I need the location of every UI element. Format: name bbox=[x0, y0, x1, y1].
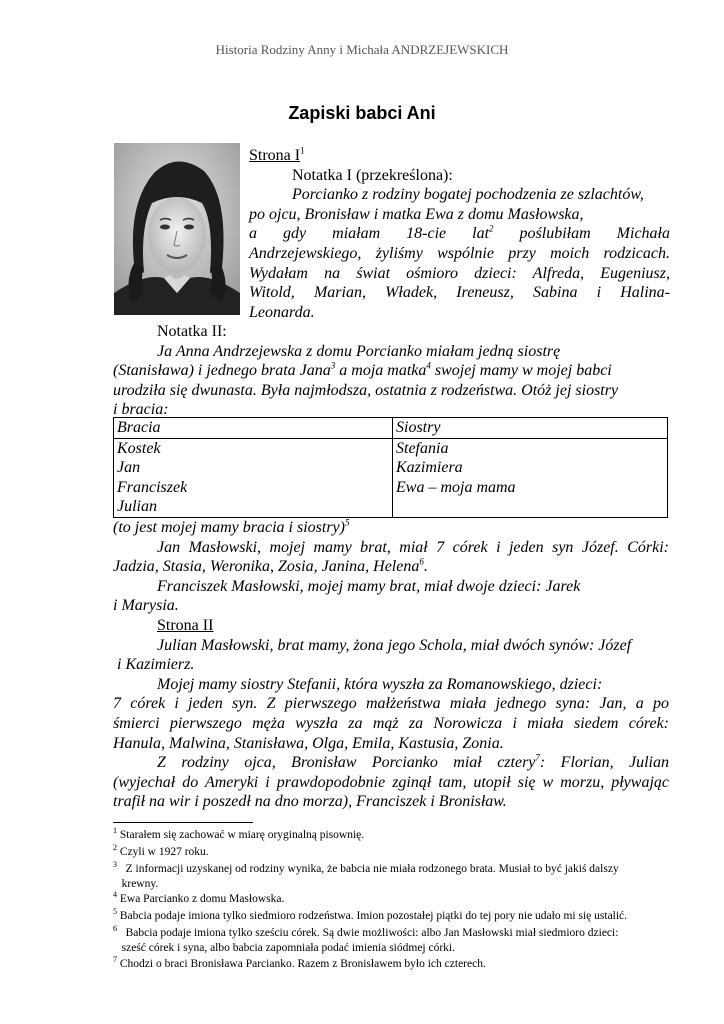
text-line: Hanula, Malwina, Stanisława, Olga, Emila, Kastusia, Zonia. bbox=[113, 734, 504, 752]
text-line: Julian Masłowski, brat mamy, żona jego Schola, miał dwóch synów: Józef bbox=[157, 636, 632, 654]
text-line: i bracia: bbox=[113, 401, 169, 419]
table-header-bracia: Bracia bbox=[114, 418, 393, 439]
footnote-item: $^7$ Chodzi o braci Bronisława Parcianko. Razem z Bronisławem było ich czterech. bbox=[113, 955, 486, 970]
text-line: i Marysia. bbox=[113, 597, 179, 615]
bracia-cell bbox=[114, 438, 393, 517]
text-line: Andrzejewskiego, żyliśmy wspólnie przy moich rodzicach. bbox=[249, 245, 670, 262]
footnote-ref[interactable]: 2 bbox=[489, 224, 494, 235]
text-line: Mojej mamy siostry Stefanii, która wyszła za Romanowskiego, dzieci: bbox=[157, 675, 603, 693]
sister-name: Stefania bbox=[396, 439, 449, 457]
text-line: po ojcu, Bronisław i matka Ewa z domu Masłowska, bbox=[249, 205, 584, 223]
text-line: 7 córek i jeden syn. Z pierwszego małżeństwa miała jednego syna: Jan, a po bbox=[113, 695, 669, 713]
text-line: urodziła się dwunasta. Była najmłodsza, ostatnia z rodzeństwa. Otóż jej siostry bbox=[113, 381, 619, 399]
portrait-photo bbox=[114, 143, 240, 315]
brother-name: Jan bbox=[117, 459, 141, 477]
text-line: (Stanisława) i jednego brata Jana$^3$ a moja matka$^4$ swojej mamy w mojej babci bbox=[113, 360, 612, 380]
text-line: (wyjechał do Ameryki i prawdopodobnie zginął tam, utopił się w morzu, pływając bbox=[113, 773, 669, 791]
sister-name: Ewa – moja mama bbox=[396, 478, 516, 496]
sister-name: Kazimiera bbox=[396, 459, 463, 477]
brother-name: Franciszek bbox=[117, 478, 188, 496]
footnote-item: $^6$ Babcia podaje imiona tylko sześciu córek. Są dwie możliwości: albo Jan Masłowski miał siedmioro dzieci: sześć córek i syna, albo babcia zapomniała podać imienia siódmej córki. bbox=[113, 924, 619, 954]
text-line: Jadzia, Stasia, Weronika, Zosia, Janina, Helena$^6$. bbox=[113, 556, 428, 576]
footnote-separator bbox=[113, 822, 253, 823]
text-line: Jan Masłowski, mojej mamy brat, miał 7 córek i jeden syn Józef. Córki: bbox=[157, 538, 669, 556]
brother-name: Julian bbox=[117, 498, 157, 516]
siblings-table bbox=[113, 417, 668, 518]
text-line: Leonarda. bbox=[249, 303, 315, 321]
text-line: i Kazimierz. bbox=[117, 656, 195, 674]
footnote-ref[interactable]: 4 bbox=[426, 360, 431, 371]
text-line: Porcianko z rodziny bogatej pochodzenia ze szlachtów, bbox=[292, 186, 644, 204]
running-header: Historia Rodziny Anny i Michała ANDRZEJEWSKICH bbox=[215, 42, 509, 57]
footnote-item: $^3$ Z informacji uzyskanej od rodziny wynika, że babcia nie miała rodzonego brata. Musiał to być jakiś dalszy krewny. bbox=[113, 860, 619, 890]
text-line: Witold, Marian, Władek, Ireneusz, Sabina i Halina- bbox=[249, 284, 670, 302]
footnote-ref[interactable]: 7 bbox=[535, 752, 540, 763]
table-header-siostry: Siostry bbox=[393, 418, 668, 439]
text-line: Franciszek Masłowski, mojej mamy brat, miał dwoje dzieci: Jarek bbox=[157, 577, 581, 595]
section-strona-2: Strona II bbox=[157, 617, 214, 634]
text-line: Z rodziny ojca, Bronisław Porcianko miał cztery$^7$: Florian, Julian bbox=[157, 752, 669, 772]
footnote-ref[interactable]: 5 bbox=[344, 517, 350, 528]
page-title: Zapiski babci Ani bbox=[288, 103, 436, 123]
text-line: a gdy miałam 18-cie lat$^2$ poślubiłam Michała bbox=[249, 224, 670, 243]
footnote-ref[interactable]: 3 bbox=[330, 360, 336, 371]
footnote-item: $^2$ Czyli w 1927 roku. bbox=[113, 843, 209, 858]
text-line: trafił na wir i poszedł na dno morza), Franciszek i Bronisław. bbox=[113, 793, 507, 811]
notatka-1-label: Notatka I (przekreślona): bbox=[292, 166, 453, 184]
footnote-item: $^5$ Babcia podaje imiona tylko siedmioro rodzeństwa. Imion pozostałej piątki do tej pory nie udało mi się ustalić. bbox=[113, 907, 628, 922]
section-strona-1: Strona I bbox=[249, 147, 301, 164]
brother-name: Kostek bbox=[117, 439, 161, 457]
footnote-ref[interactable]: 1 bbox=[300, 145, 305, 156]
siostry-cell bbox=[393, 438, 668, 517]
footnote-ref[interactable]: 6 bbox=[419, 556, 424, 567]
notatka-2-label: Notatka II: bbox=[157, 323, 227, 340]
footnote-item: $^4$ Ewa Parcianko z domu Masłowska. bbox=[113, 890, 285, 905]
text-line: Ja Anna Andrzejewska z domu Porcianko miałam jedną siostrę bbox=[157, 342, 561, 360]
text-line: Wydałam na świat ośmioro dzieci: Alfreda, Eugeniusz, bbox=[249, 264, 670, 282]
text-line: (to jest mojej mamy bracia i siostry)$^5$ bbox=[113, 517, 350, 536]
footnote-item: $^1$ Starałem się zachować w miarę oryginalną pisownię. bbox=[113, 826, 365, 841]
text-line: śmierci pierwszego męża wyszła za mąż za Norowicza i miała siedem córek: bbox=[113, 715, 669, 732]
